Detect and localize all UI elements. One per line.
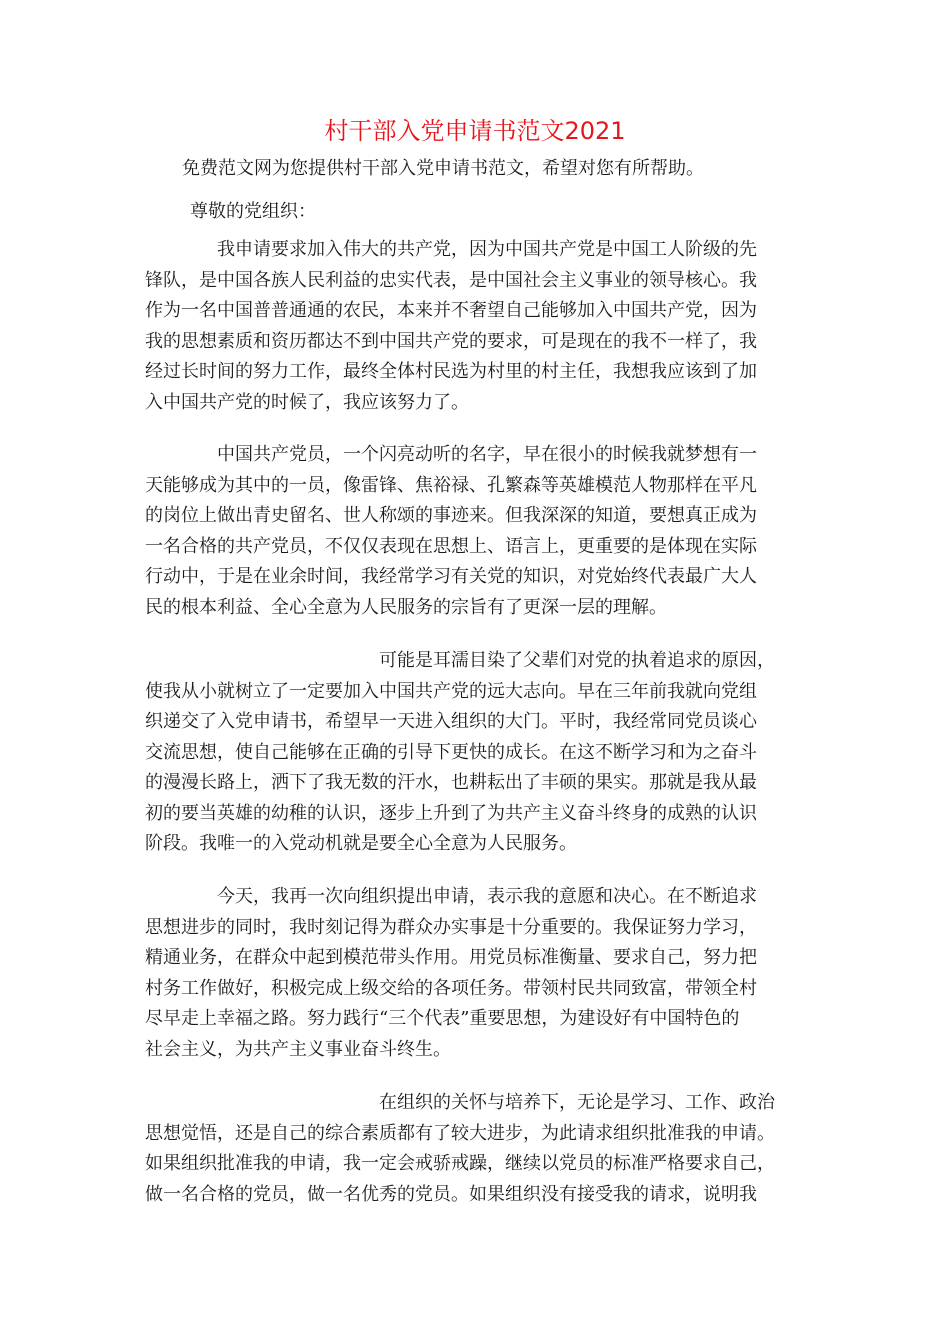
text-line: 村务工作做好，积极完成上级交给的各项任务。带领村民共同致富，带领全村 [145,977,757,999]
text-line: 初的要当英雄的幼稚的认识，逐步上升到了为共产主义奋斗终身的成熟的认识 [145,802,757,824]
text-line: 精通业务，在群众中起到模范带头作用。用党员标准衡量、要求自己，努力把 [145,947,757,968]
text-line: 思想进步的同时，我时刻记得为群众办实事是十分重要的。我保证努力学习， [145,916,757,938]
text-line: 一名合格的共产党员，不仅仅表现在思想上、语言上，更重要的是体现在实际 [145,535,757,557]
text-line: 交流思想，使自己能够在正确的引导下更快的成长。在这不断学习和为之奋斗 [145,741,757,763]
text-line: 思想觉悟，还是自己的综合素质都有了较大进步，为此请求组织批准我的申请。 [145,1122,775,1144]
intro-line: 免费范文网为您提供村干部入党申请书范文，希望对您有所帮助。 [182,158,704,179]
text-line: 可能是耳濡目染了父辈们对党的执着追求的原因， [145,650,775,671]
text-line: 使我从小就树立了一定要加入中国共产党的远大志向。早在三年前我就向党组 [145,680,757,702]
document-title: 村干部入党申请书范文2021 [324,117,626,145]
text-line: 尽早走上幸福之路。努力践行“三个代表”重要思想，为建设好有中国特色的 [145,1008,740,1029]
paragraph-5 [145,1088,825,1210]
text-line: 的岗位上做出青史留名、世人称颂的事迹来。但我深深的知道，要想真正成为 [145,505,757,526]
text-line: 行动中，于是在业余时间，我经常学习有关党的知识，对党始终代表最广大人 [145,566,757,587]
text-line: 的漫漫长路上，洒下了我无数的汗水，也耕耘出了丰硕的果实。那就是我从最 [145,772,757,793]
text-line: 如果组织批准我的申请，我一定会戒骄戒躁，继续以党员的标准严格要求自己， [145,1153,775,1174]
text-line: 阶段。我唯一的入党动机就是要全心全意为人民服务。 [145,833,577,854]
text-line: 天能够成为其中的一员，像雷锋、焦裕禄、孔繁森等英雄模范人物那样在平凡 [145,474,757,496]
text-line: 作为一名中国普普通通的农民，本来并不奢望自己能够加入中国共产党，因为 [145,300,757,321]
text-line: 民的根本利益、全心全意为人民服务的宗旨有了更深一层的理解。 [145,596,667,618]
salutation: 尊敬的党组织： [190,201,316,222]
text-line: 做一名合格的党员，做一名优秀的党员。如果组织没有接受我的请求，说明我 [145,1183,757,1205]
paragraph-2 [145,440,825,623]
text-line: 社会主义，为共产主义事业奋斗终生。 [145,1038,451,1060]
text-line: 我的思想素质和资历都达不到中国共产党的要求，可是现在的我不一样了，我 [145,330,757,352]
text-line: 织递交了入党申请书，希望早一天进入组织的大门。平时，我经常同党员谈心 [145,711,757,732]
text-line: 经过长时间的努力工作，最终全体村民选为村里的村主任，我想我应该到了加 [145,361,757,382]
text-line: 中国共产党员，一个闪亮动听的名字，早在很小的时候我就梦想有一 [145,444,757,465]
text-line: 我申请要求加入伟大的共产党，因为中国共产党是中国工人阶级的先 [145,239,757,260]
text-line: 入中国共产党的时候了，我应该努力了。 [145,391,469,413]
text-line: 锋队，是中国各族人民利益的忠实代表，是中国社会主义事业的领导核心。我 [145,269,757,291]
paragraph-1 [145,235,825,418]
text-line: 在组织的关怀与培养下，无论是学习、工作、政治 [145,1092,775,1113]
text-line: 今天，我再一次向组织提出申请，表示我的意愿和决心。在不断追求 [145,886,757,907]
paragraph-3 [145,646,825,860]
paragraph-4 [145,882,825,1065]
